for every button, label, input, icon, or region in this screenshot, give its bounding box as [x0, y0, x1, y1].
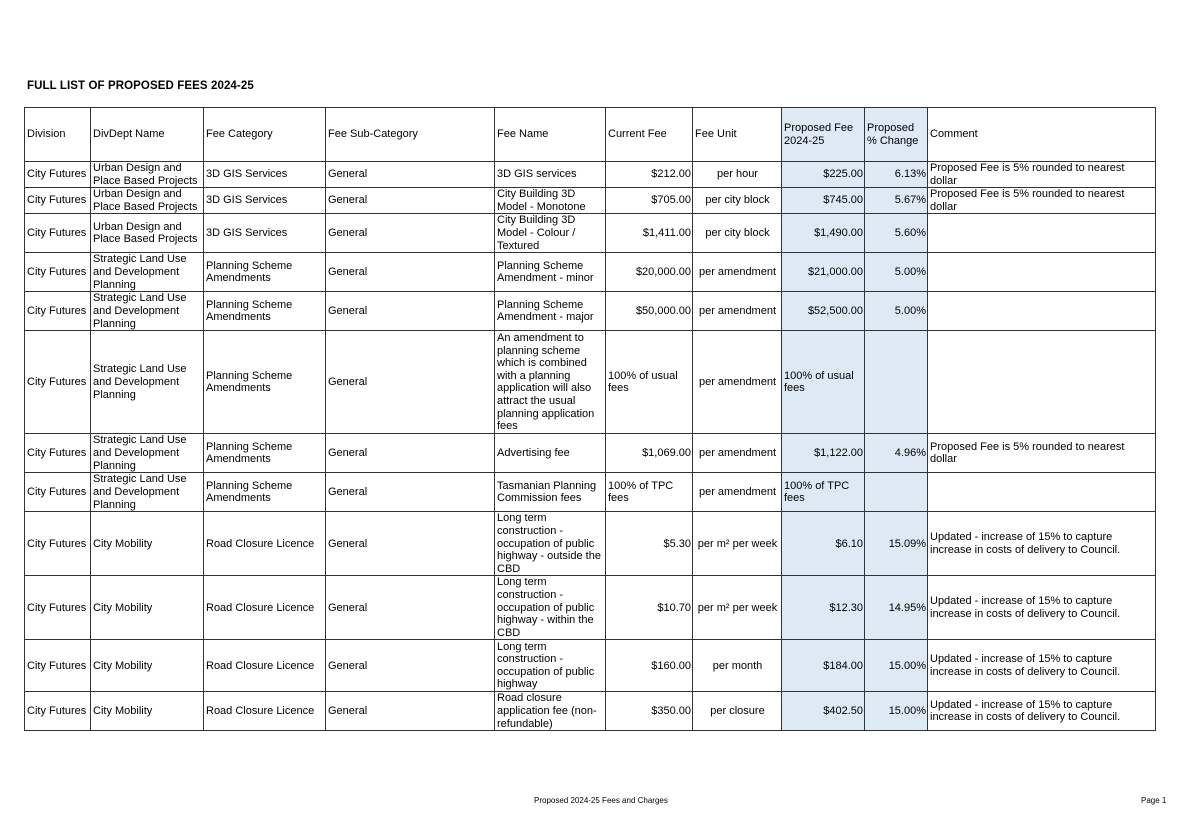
fee-sub-category-cell: General: [326, 253, 495, 292]
current-fee-cell: $10.70: [606, 576, 693, 640]
comment-cell: Updated - increase of 15% to capture increase in costs of delivery to Council.: [928, 576, 1156, 640]
table-row: [25, 434, 1156, 473]
division-cell: City Futures: [25, 331, 91, 434]
proposed-change-cell: 14.95%: [865, 576, 928, 640]
proposed-fee-cell: 100% of usual fees: [782, 331, 865, 434]
divdept-name-cell: City Mobility: [91, 692, 204, 731]
table-row: [25, 640, 1156, 692]
division-cell: City Futures: [25, 292, 91, 331]
table-row: [25, 292, 1156, 331]
division-cell: City Futures: [25, 640, 91, 692]
fee-sub-category-cell: General: [326, 576, 495, 640]
fee-category-cell: 3D GIS Services: [204, 188, 326, 214]
fee-category-cell: Planning Scheme Amendments: [204, 473, 326, 512]
fee-sub-category-cell: General: [326, 331, 495, 434]
fee-name-cell: Advertising fee: [495, 434, 606, 473]
current-fee-cell: $160.00: [606, 640, 693, 692]
fee-name-cell: City Building 3D Model - Monotone: [495, 188, 606, 214]
comment-cell: [928, 331, 1156, 434]
proposed-change-cell: 5.00%: [865, 292, 928, 331]
fee-unit-cell: per closure: [693, 692, 782, 731]
proposed-change-cell: 15.00%: [865, 640, 928, 692]
fee-name-cell: Long term construction - occupation of public highway - within the CBD: [495, 576, 606, 640]
fee-name-cell: Planning Scheme Amendment - minor: [495, 253, 606, 292]
header-row: [25, 108, 1156, 162]
fee-category-cell: 3D GIS Services: [204, 162, 326, 188]
proposed-fee-cell: $1,490.00: [782, 214, 865, 253]
comment-cell: [928, 473, 1156, 512]
proposed-fee-cell: $184.00: [782, 640, 865, 692]
fee-sub-category-cell: General: [326, 640, 495, 692]
fee-category-cell: 3D GIS Services: [204, 214, 326, 253]
comment-cell: [928, 292, 1156, 331]
proposed-fee-cell: 100% of TPC fees: [782, 473, 865, 512]
division-cell: City Futures: [25, 512, 91, 576]
comment-cell: [928, 214, 1156, 253]
proposed-change-cell: [865, 473, 928, 512]
column-header-fee-sub-category: Fee Sub-Category: [326, 108, 495, 162]
divdept-name-cell: Strategic Land Use and Development Planning: [91, 331, 204, 434]
comment-cell: Updated - increase of 15% to capture increase in costs of delivery to Council.: [928, 640, 1156, 692]
divdept-name-cell: City Mobility: [91, 640, 204, 692]
comment-cell: Proposed Fee is 5% rounded to nearest dollar: [928, 434, 1156, 473]
division-cell: City Futures: [25, 162, 91, 188]
footer-title: Proposed 2024-25 Fees and Charges: [534, 796, 668, 805]
proposed-fee-cell: $21,000.00: [782, 253, 865, 292]
division-cell: City Futures: [25, 473, 91, 512]
fee-unit-cell: per amendment: [693, 253, 782, 292]
comment-cell: Proposed Fee is 5% rounded to nearest dollar: [928, 188, 1156, 214]
column-header-divdept-name: DivDept Name: [91, 108, 204, 162]
current-fee-cell: $20,000.00: [606, 253, 693, 292]
comment-cell: Updated - increase of 15% to capture increase in costs of delivery to Council.: [928, 512, 1156, 576]
divdept-name-cell: City Mobility: [91, 512, 204, 576]
division-cell: City Futures: [25, 692, 91, 731]
fee-sub-category-cell: General: [326, 434, 495, 473]
fee-sub-category-cell: General: [326, 512, 495, 576]
fee-unit-cell: per city block: [693, 214, 782, 253]
proposed-change-cell: 5.67%: [865, 188, 928, 214]
table-row: [25, 253, 1156, 292]
current-fee-cell: $705.00: [606, 188, 693, 214]
fee-name-cell: An amendment to planning scheme which is combined with a planning application will also attract the usual planning application fees: [495, 331, 606, 434]
fee-category-cell: Road Closure Licence: [204, 640, 326, 692]
proposed-change-cell: 5.60%: [865, 214, 928, 253]
fee-name-cell: City Building 3D Model - Colour / Textured: [495, 214, 606, 253]
proposed-fee-cell: $1,122.00: [782, 434, 865, 473]
current-fee-cell: $50,000.00: [606, 292, 693, 331]
divdept-name-cell: Strategic Land Use and Development Planning: [91, 292, 204, 331]
division-cell: City Futures: [25, 253, 91, 292]
fee-name-cell: 3D GIS services: [495, 162, 606, 188]
column-header-division: Division: [25, 108, 91, 162]
fee-name-cell: Long term construction - occupation of public highway - outside the CBD: [495, 512, 606, 576]
table-row: [25, 692, 1156, 731]
current-fee-cell: $1,411.00: [606, 214, 693, 253]
table-row: [25, 331, 1156, 434]
fee-sub-category-cell: General: [326, 188, 495, 214]
division-cell: City Futures: [25, 188, 91, 214]
proposed-fee-cell: $402.50: [782, 692, 865, 731]
fee-category-cell: Road Closure Licence: [204, 512, 326, 576]
proposed-fee-cell: $745.00: [782, 188, 865, 214]
fee-sub-category-cell: General: [326, 692, 495, 731]
table-row: [25, 512, 1156, 576]
comment-cell: [928, 253, 1156, 292]
division-cell: City Futures: [25, 214, 91, 253]
fee-name-cell: Long term construction - occupation of public highway: [495, 640, 606, 692]
divdept-name-cell: City Mobility: [91, 576, 204, 640]
column-header-current-fee: Current Fee: [606, 108, 693, 162]
fee-category-cell: Planning Scheme Amendments: [204, 331, 326, 434]
fee-unit-cell: per amendment: [693, 473, 782, 512]
table-row: [25, 188, 1156, 214]
fee-unit-cell: per month: [693, 640, 782, 692]
current-fee-cell: 100% of usual fees: [606, 331, 693, 434]
table-row: [25, 473, 1156, 512]
fee-unit-cell: per city block: [693, 188, 782, 214]
fees-table: [24, 107, 1156, 731]
divdept-name-cell: Strategic Land Use and Development Planning: [91, 253, 204, 292]
divdept-name-cell: Urban Design and Place Based Projects: [91, 188, 204, 214]
proposed-fee-cell: $6.10: [782, 512, 865, 576]
proposed-change-cell: 4.96%: [865, 434, 928, 473]
fee-sub-category-cell: General: [326, 473, 495, 512]
fee-sub-category-cell: General: [326, 292, 495, 331]
column-header-proposed-fee: Proposed Fee 2024-25: [782, 108, 865, 162]
divdept-name-cell: Strategic Land Use and Development Planning: [91, 434, 204, 473]
column-header-fee-category: Fee Category: [204, 108, 326, 162]
proposed-fee-cell: $52,500.00: [782, 292, 865, 331]
page-number: Page 1: [1141, 796, 1167, 805]
table-row: [25, 162, 1156, 188]
current-fee-cell: $5.30: [606, 512, 693, 576]
table-row: [25, 214, 1156, 253]
division-cell: City Futures: [25, 434, 91, 473]
column-header-proposed-change: Proposed % Change: [865, 108, 928, 162]
current-fee-cell: $350.00: [606, 692, 693, 731]
fee-name-cell: Tasmanian Planning Commission fees: [495, 473, 606, 512]
fee-unit-cell: per hour: [693, 162, 782, 188]
proposed-fee-cell: $12.30: [782, 576, 865, 640]
current-fee-cell: $1,069.00: [606, 434, 693, 473]
division-cell: City Futures: [25, 576, 91, 640]
fee-sub-category-cell: General: [326, 162, 495, 188]
column-header-comment: Comment: [928, 108, 1156, 162]
proposed-change-cell: 15.09%: [865, 512, 928, 576]
proposed-change-cell: 15.00%: [865, 692, 928, 731]
table-row: [25, 576, 1156, 640]
fee-unit-cell: per m² per week: [693, 576, 782, 640]
column-header-fee-name: Fee Name: [495, 108, 606, 162]
current-fee-cell: $212.00: [606, 162, 693, 188]
proposed-change-cell: 6.13%: [865, 162, 928, 188]
current-fee-cell: 100% of TPC fees: [606, 473, 693, 512]
fee-sub-category-cell: General: [326, 214, 495, 253]
comment-cell: Proposed Fee is 5% rounded to nearest dollar: [928, 162, 1156, 188]
proposed-fee-cell: $225.00: [782, 162, 865, 188]
fee-name-cell: Planning Scheme Amendment - major: [495, 292, 606, 331]
comment-cell: Updated - increase of 15% to capture increase in costs of delivery to Council.: [928, 692, 1156, 731]
page-title: FULL LIST OF PROPOSED FEES 2024-25: [27, 80, 254, 92]
divdept-name-cell: Strategic Land Use and Development Planning: [91, 473, 204, 512]
fee-category-cell: Planning Scheme Amendments: [204, 434, 326, 473]
proposed-change-cell: 5.00%: [865, 253, 928, 292]
divdept-name-cell: Urban Design and Place Based Projects: [91, 162, 204, 188]
fee-unit-cell: per amendment: [693, 331, 782, 434]
fee-category-cell: Road Closure Licence: [204, 692, 326, 731]
proposed-change-cell: [865, 331, 928, 434]
fee-unit-cell: per amendment: [693, 434, 782, 473]
column-header-fee-unit: Fee Unit: [693, 108, 782, 162]
fee-unit-cell: per amendment: [693, 292, 782, 331]
fee-category-cell: Road Closure Licence: [204, 576, 326, 640]
fee-category-cell: Planning Scheme Amendments: [204, 253, 326, 292]
fee-name-cell: Road closure application fee (non-refundable): [495, 692, 606, 731]
fee-category-cell: Planning Scheme Amendments: [204, 292, 326, 331]
fee-unit-cell: per m² per week: [693, 512, 782, 576]
divdept-name-cell: Urban Design and Place Based Projects: [91, 214, 204, 253]
